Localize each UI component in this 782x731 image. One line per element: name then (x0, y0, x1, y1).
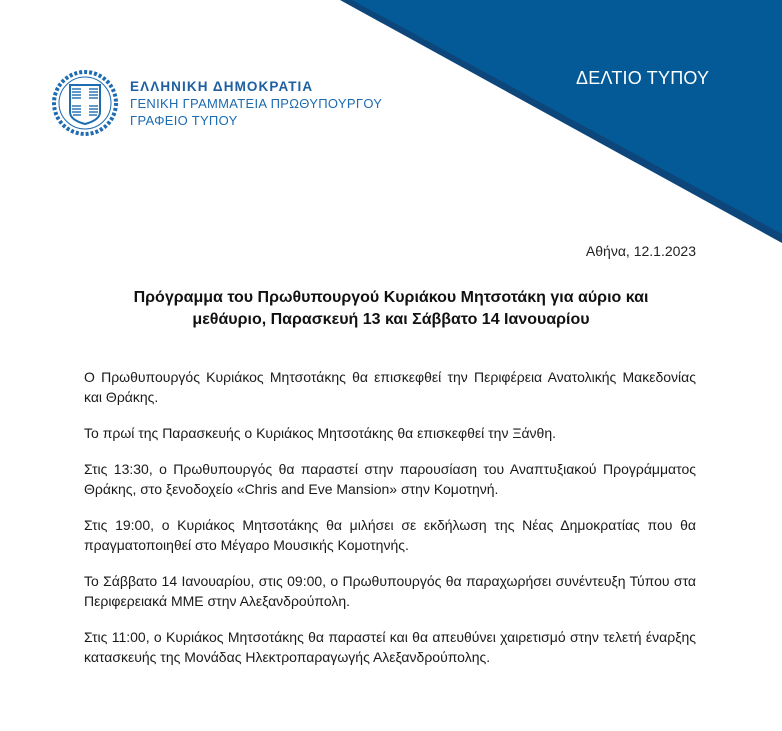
paragraph: Στις 19:00, ο Κυριάκος Μητσοτάκης θα μιλήσει σε εκδήλωση της Νέας Δημοκρατίας που θα πραγματοποιηθεί στο Μέγαρο Μουσικής Κομοτηνής. (84, 517, 696, 553)
document-date: Αθήνα, 12.1.2023 (585, 243, 696, 259)
paragraph: Στις 13:30, ο Πρωθυπουργός θα παραστεί στην παρουσίαση του Αναπτυξιακού Προγράμματος Θράκης, στο ξενοδοχείο «Chris and Eve Mansion» στην Κομοτηνή. (84, 461, 696, 497)
org-name: ΕΛΛΗΝΙΚΗ ΔΗΜΟΚΡΑΤΙΑ (130, 78, 314, 94)
title-line-2: μεθάυριο, Παρασκευή 13 και Σάββατο 14 Ιανουαρίου (192, 311, 590, 328)
org-office: ΓΡΑΦΕΙΟ ΤΥΠΟΥ (130, 112, 238, 128)
paragraph: Ο Πρωθυπουργός Κυριάκος Μητσοτάκης θα επισκεφθεί την Περιφέρεια Ανατολικής Μακεδονίας και Θράκης. (84, 369, 696, 405)
greek-coat-of-arms-icon (50, 68, 120, 138)
org-header (50, 68, 382, 138)
paragraph: Το Σάββατο 14 Ιανουαρίου, στις 09:00, ο Πρωθυπουργός θα παραχωρήσει συνέντευξη Τύπου στα Περιφερειακά ΜΜΕ στην Αλεξανδρούπολη. (84, 573, 696, 609)
paragraph: Στις 11:00, ο Κυριάκος Μητσοτάκης θα παραστεί και θα απευθύνει χαιρετισμό στην τελετή έναρξης κατασκευής της Μονάδας Ηλεκτροπαραγωγής Αλεξανδρούπολης. (84, 629, 696, 665)
org-subtitle: ΓΕΝΙΚΗ ΓΡΑΜΜΑΤΕΙΑ ΠΡΩΘΥΠΟΥΡΓΟΥ (130, 95, 383, 111)
banner-title: ΔΕΛΤΙΟ ΤΥΠΟΥ (576, 68, 710, 88)
document-body (84, 367, 696, 683)
banner-triangle (352, 0, 782, 234)
paragraph: Το πρωί της Παρασκευής ο Κυριάκος Μητσοτάκης θα επισκεφθεί την Ξάνθη. (84, 425, 556, 441)
title-line-1: Πρόγραμμα του Πρωθυπουργού Κυριάκου Μητσοτάκη για αύριο και (133, 289, 649, 306)
document-title (80, 287, 702, 331)
